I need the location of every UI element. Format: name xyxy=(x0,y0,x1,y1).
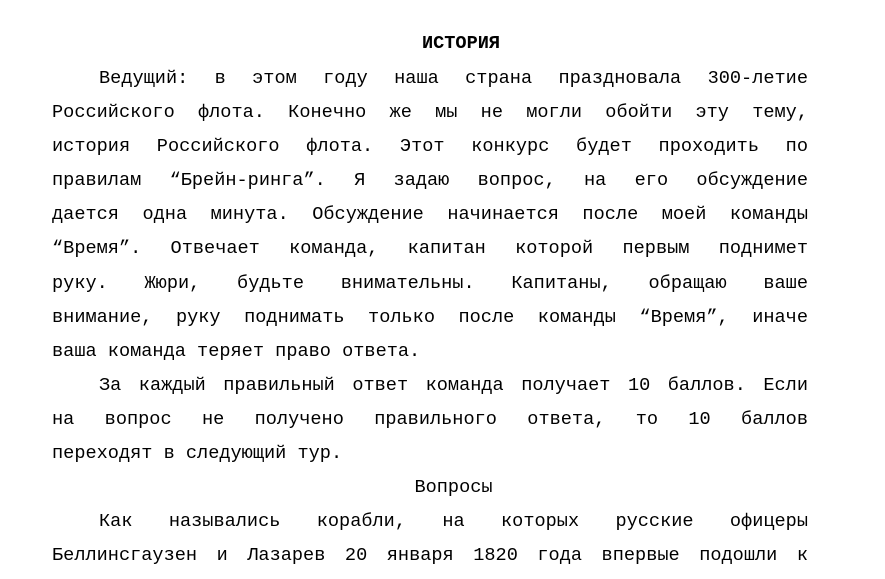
text-line: правилам “Брейн-ринга”. Я задаю вопрос, на его обсуждение xyxy=(52,170,808,192)
text-line: переходят в следующий тур. xyxy=(52,443,343,465)
text-line: ваша команда теряет право ответа. xyxy=(52,340,421,362)
text-line: руку. Жюри, будьте внимательны. Капитаны, обращаю ваше xyxy=(52,272,808,294)
text-line: внимание, руку поднимать только после команды “Время”, иначе xyxy=(52,306,808,328)
text-line: Ведущий: в этом году наша страна праздновала 300-летие xyxy=(99,68,808,89)
text-line: Беллинсгаузен и Лазарев 20 января 1820 года впервые подошли к xyxy=(52,545,808,567)
text-line: Как назывались корабли, на которых русские офицеры xyxy=(99,511,808,533)
document-title: ИСТОРИЯ xyxy=(421,33,501,54)
text-line: история Российского флота. Этот конкурс будет проходить по xyxy=(52,136,808,158)
text-line: “Время”. Отвечает команда, капитан которой первым поднимет xyxy=(52,238,808,260)
paragraph-scoring xyxy=(52,369,808,471)
text-line: Российского флота. Конечно же мы не могли обойти эту тему, xyxy=(52,102,808,124)
text-line: на вопрос не получено правильного ответа, то 10 баллов xyxy=(52,408,808,430)
paragraph-question xyxy=(52,505,808,573)
section-subtitle: Вопросы xyxy=(414,477,493,499)
document-page xyxy=(52,30,808,573)
paragraph-intro xyxy=(52,62,808,369)
text-line: дается одна минута. Обсуждение начинается после моей команды xyxy=(52,204,808,226)
text-line: За каждый правильный ответ команда получает 10 баллов. Если xyxy=(99,374,808,396)
